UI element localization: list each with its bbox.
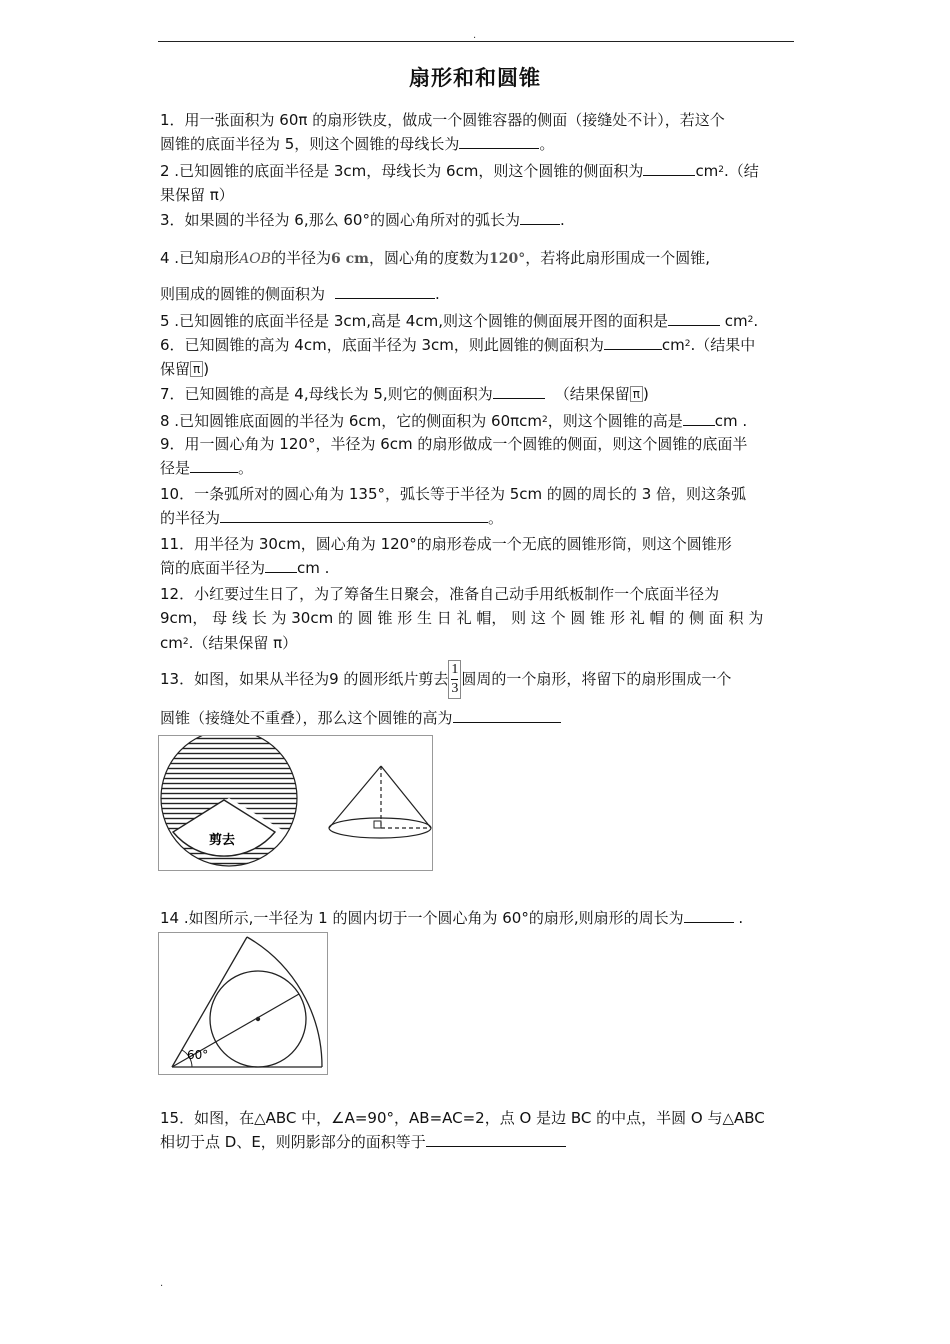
answer-blank[interactable] <box>493 382 545 399</box>
pi-symbol: π <box>190 361 203 377</box>
header-rule <box>158 41 794 42</box>
q1-line1: 1．用一张面积为 60π 的扇形铁皮，做成一个圆锥容器的侧面（接缝处不计），若这个 <box>160 111 725 129</box>
answer-blank[interactable] <box>335 282 435 299</box>
question-13: 13．如图，如果从半径为9 的圆形纸片剪去 $\frac{1}{3}$ 圆周的一个扇形，将留下的扇形围成一个 <box>160 660 731 699</box>
fraction-one-third: $\frac{1}{3}$ <box>448 660 461 699</box>
question-15: 15．如图，在△ABC 中，∠A=90°，AB=AC=2，点 O 是边 BC 的中点，半圆 O 与△ABC 相切于点 D、E，则阴影部分的面积等于 <box>160 1109 765 1151</box>
answer-blank[interactable] <box>684 906 734 923</box>
radius-value: 6 cm <box>331 251 369 267</box>
question-13-line2: 圆锥（接缝处不重叠），那么这个圆锥的高为 <box>160 706 561 730</box>
question-14: 14 .如图所示,一半径为 1 的圆内切于一个圆心角为 60°的扇形,则扇形的周长为 . <box>160 906 743 930</box>
answer-blank[interactable] <box>190 456 238 473</box>
answer-blank[interactable] <box>426 1130 566 1147</box>
q1-line2: 圆锥的底面半径为 5，则这个圆锥的母线长为 。 <box>160 132 725 156</box>
answer-blank[interactable] <box>604 333 662 350</box>
question-11: 11．用半径为 30cm，圆心角为 120°的扇形卷成一个无底的圆锥形筒，则这个圆锥形 筒的底面半径为 cm . <box>160 535 732 577</box>
footer-dot: . <box>160 1278 164 1289</box>
question-2: 2 .已知圆锥的底面半径是 3cm，母线长为 6cm，则这个圆锥的侧面积为 $cm^2$.（结 果保留 π） <box>160 158 759 207</box>
question-9: 9．用一圆心角为 120°，半径为 6cm 的扇形做成一个圆锥的侧面，则这个圆锥的底面半 径是 。 <box>160 435 748 477</box>
question-6: 6．已知圆锥的高为 4cm，底面半径为 3cm，则此圆锥的侧面积为 $cm^2$.（结果中 保留 π ) <box>160 332 755 381</box>
question-4-line2: 则围成的圆锥的侧面积为 . <box>160 282 440 306</box>
question-3: 3．如果圆的半径为 6,那么 60°的圆心角所对的弧长为 . <box>160 208 565 232</box>
answer-blank[interactable] <box>453 706 561 723</box>
header-dot: . <box>473 30 477 41</box>
question-8: 8 .已知圆锥底面圆的半径为 6cm，它的侧面积为 60πcm$^2$，则这个圆锥的高是 cm . <box>160 408 747 433</box>
answer-blank[interactable] <box>683 409 715 426</box>
angle-value: 120° <box>488 251 526 267</box>
question-1 <box>160 108 725 156</box>
answer-blank[interactable] <box>459 132 539 149</box>
inscribed-circle-diagram <box>159 933 327 1074</box>
question-10: 10．一条弧所对的圆心角为 135°，弧长等于半径为 5cm 的圆的周长的 3 倍，则这条弧 的半径为 。 <box>160 485 747 527</box>
page-title: 扇形和和圆锥 <box>409 66 541 90</box>
pi-symbol: π <box>630 386 643 402</box>
cut-sector-diagram <box>159 736 432 870</box>
answer-blank[interactable] <box>643 159 695 176</box>
figure-inscribed-circle-sector <box>158 932 328 1075</box>
question-5: 5 .已知圆锥的底面半径是 3cm,高是 4cm,则这个圆锥的侧面展开图的面积是 $cm^2$. <box>160 308 758 333</box>
answer-blank[interactable] <box>265 556 297 573</box>
answer-blank[interactable] <box>668 309 720 326</box>
question-4: 4 .已知扇形AOB的半径为6 cm，圆心角的度数为120°，若将此扇形围成一个圆锥, <box>160 249 710 267</box>
sector-aob-label: AOB <box>239 251 271 267</box>
figure-cut-sector-cone <box>158 735 433 871</box>
answer-blank[interactable] <box>220 506 488 523</box>
answer-blank[interactable] <box>520 208 560 225</box>
angle-label: 60° <box>187 1048 209 1062</box>
cut-label: 剪去 <box>209 833 236 848</box>
question-7: 7．已知圆锥的高是 4,母线长为 5,则它的侧面积为 （结果保留 π ) <box>160 382 649 406</box>
question-12: 12．小红要过生日了，为了筹备生日聚会，准备自己动手用纸板制作一个底面半径为 9cm， 母 线 长 为 30cm 的 圆 锥 形 生 日 礼 帽， 则 这 个 圆 锥 形 礼 帽 的 侧 面 积 为 $cm^2$.（结果保留 π） <box>160 585 764 652</box>
